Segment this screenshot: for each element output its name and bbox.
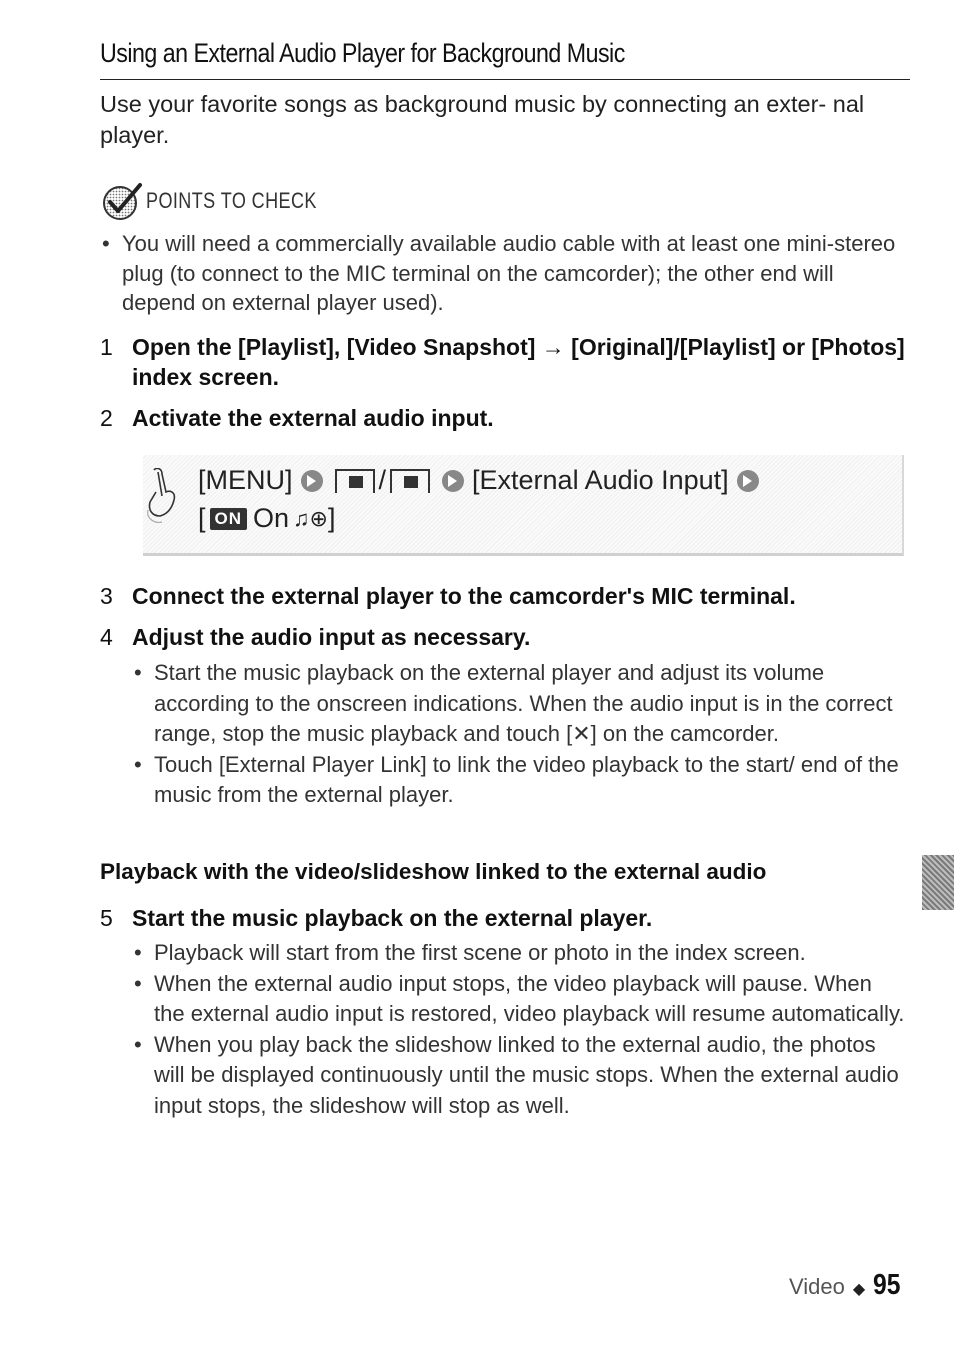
step-4	[100, 622, 912, 652]
step-1	[100, 332, 912, 392]
section-heading: Playback with the video/slideshow linked to the external audio	[100, 859, 767, 884]
step-number: 3	[100, 583, 113, 609]
step-text: Connect the external player to the camcorder's MIC terminal.	[132, 583, 796, 609]
menu-label: [MENU]	[198, 465, 293, 495]
step-text: Open the [Playlist], [Video Snapshot] → [Original]/[Playlist] or [Photos] index screen.	[132, 334, 905, 390]
title-divider	[100, 79, 910, 80]
page-footer	[789, 1269, 905, 1302]
step-text: Activate the external audio input.	[132, 405, 494, 431]
external-audio-input-label: [External Audio Input]	[472, 465, 729, 495]
list-item: • Touch [External Player Link] to link the video playback to the start/ end of the music from the external player.	[132, 750, 907, 811]
list-item: • When you play back the slideshow linked to the external audio, the photos will be displayed continuously until the music stops. When the external audio input stops, the slideshow will stop as well.	[132, 1030, 907, 1122]
step-4-bullets	[132, 658, 907, 811]
menu-path-line-2	[198, 503, 336, 534]
menu-path-line-1	[198, 465, 767, 496]
list-item: • Start the music playback on the external player and adjust its volume according to the onscreen indications. When the audio input is in the correct range, stop the music playback and touch [✕] on the camcorder.	[132, 658, 907, 750]
list-item: • Playback will start from the first scene or photo in the index screen.	[132, 938, 907, 969]
arrow-icon	[440, 468, 466, 494]
slash: /	[378, 465, 387, 495]
music-note-icon: ♫⊕	[293, 505, 328, 531]
points-to-check-label: POINTS TO CHECK	[146, 188, 317, 213]
checkmark-icon	[100, 181, 144, 221]
footer-section-name: Video	[789, 1274, 845, 1299]
step-text: Start the music playback on the external player.	[132, 905, 653, 931]
step-number: 1	[100, 334, 113, 360]
on-label: On	[253, 503, 290, 533]
step-5-bullets	[132, 938, 907, 1121]
step-3	[100, 581, 912, 611]
chapter-tab	[922, 855, 954, 910]
page-title: Using an External Audio Player for Background Music	[100, 38, 625, 68]
step-2	[100, 403, 912, 433]
list-item: • When the external audio input stops, the video playback will pause. When the external audio input is restored, video playback will resume automatically.	[132, 969, 907, 1030]
check-item: • You will need a commercially available audio cable with at least one mini-stereo plug (to connect to the MIC terminal on the camcorder); the other end will depend on external player used).	[100, 229, 905, 318]
intro-paragraph: Use your favorite songs as background music by connecting an exter- nal player.	[100, 91, 865, 148]
close-bracket: ]	[327, 503, 336, 533]
arrow-icon	[299, 468, 325, 494]
step-text: Adjust the audio input as necessary.	[132, 624, 531, 650]
finger-touch-icon	[144, 468, 184, 526]
points-to-check-heading	[100, 181, 354, 221]
step-number: 5	[100, 905, 113, 931]
step-number: 2	[100, 405, 113, 431]
on-badge: ON	[210, 508, 248, 530]
arrow-icon	[735, 468, 761, 494]
video-playlist-button-icon	[335, 469, 375, 493]
open-bracket: [	[198, 503, 206, 533]
page-number: 95	[873, 1269, 901, 1301]
step-5	[100, 903, 912, 933]
step-number: 4	[100, 624, 113, 650]
diamond-icon: ◆	[852, 1281, 866, 1298]
photo-button-icon	[390, 469, 430, 493]
